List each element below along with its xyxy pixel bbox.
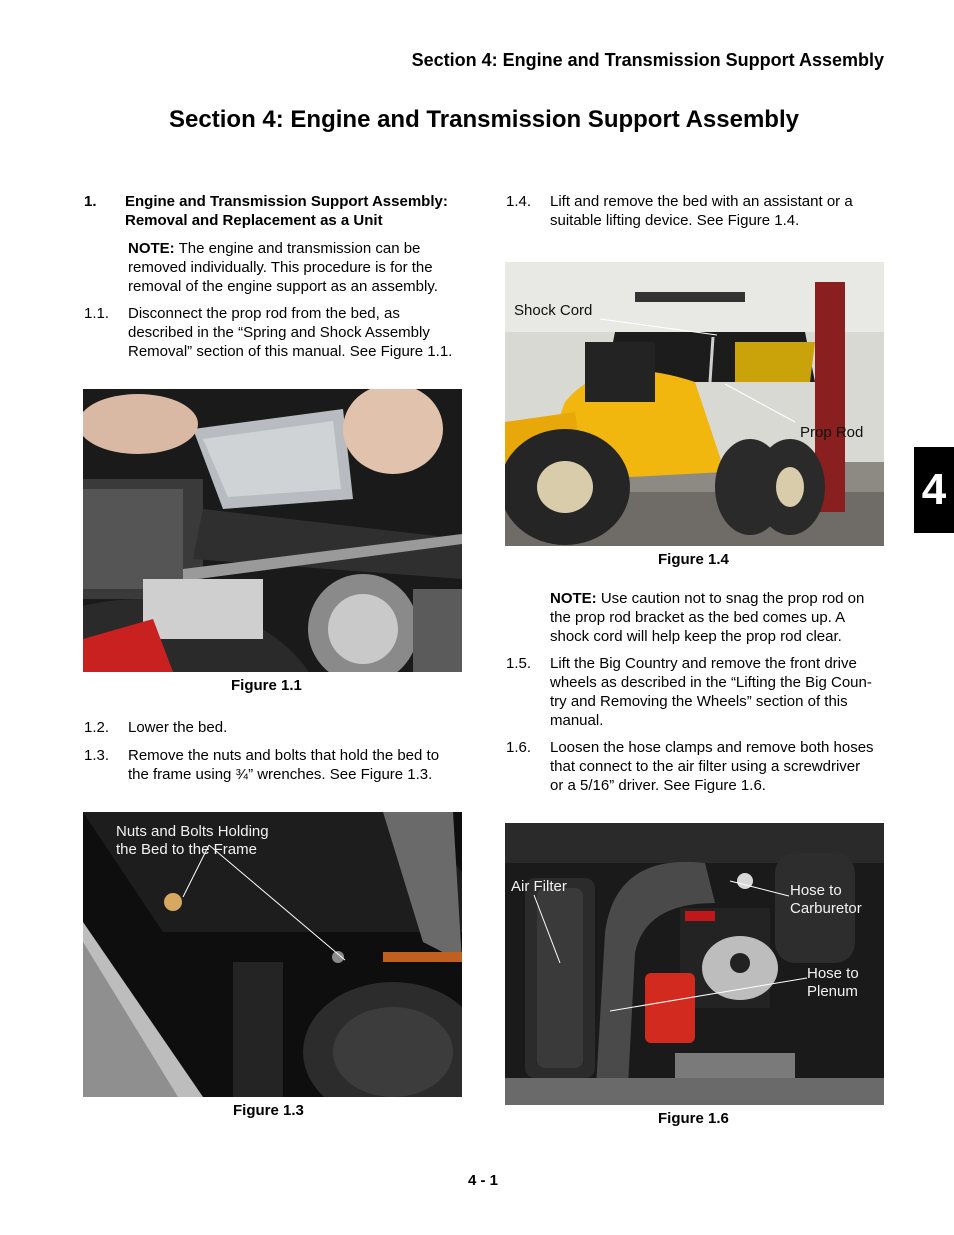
section-heading-line2: Removal and Replacement as a Unit bbox=[125, 212, 383, 229]
step-number: 1.1. bbox=[84, 305, 110, 322]
page-number: 4 - 1 bbox=[468, 1172, 499, 1189]
step-1-2 bbox=[84, 718, 474, 738]
note-line2: removed individually. This procedure is for the bbox=[128, 259, 433, 276]
figure-1-6-callout-air-filter: Air Filter bbox=[511, 878, 567, 895]
section-heading bbox=[84, 192, 484, 232]
figure-1-4-callout-shock-cord: Shock Cord bbox=[514, 302, 593, 319]
step-line: wheels as described in the “Lifting the Big Coun- bbox=[550, 674, 872, 691]
step-1-6 bbox=[506, 738, 896, 798]
page-title: Section 4: Engine and Transmission Support Assembly bbox=[169, 106, 799, 133]
step-line: Lift and remove the bed with an assistant or a bbox=[550, 193, 853, 210]
note2-line3: shock cord will help keep the prop rod clear. bbox=[550, 628, 842, 645]
note-line3: removal of the engine support as an assembly. bbox=[128, 278, 438, 295]
figure-1-1-caption: Figure 1.1 bbox=[231, 677, 302, 694]
note-block bbox=[128, 239, 468, 296]
step-line: or a 5/16” driver. See Figure 1.6. bbox=[550, 777, 766, 794]
step-line: try and Removing the Wheels” section of this bbox=[550, 693, 848, 710]
note2-line1: Use caution not to snag the prop rod on bbox=[600, 590, 865, 607]
step-line: described in the “Spring and Shock Assembly bbox=[128, 324, 430, 341]
section-heading-number: 1. bbox=[84, 193, 97, 210]
figure-1-6-callout-hose-plenum bbox=[807, 965, 859, 1001]
step-number: 1.6. bbox=[506, 739, 532, 756]
figure-1-1-photo bbox=[83, 389, 462, 672]
note-label: NOTE: bbox=[128, 240, 175, 257]
step-number: 1.4. bbox=[506, 193, 532, 210]
callout-line: Carburetor bbox=[790, 900, 862, 917]
step-1-1 bbox=[84, 304, 474, 364]
step-line: suitable lifting device. See Figure 1.4. bbox=[550, 212, 800, 229]
figure-1-6-callout-hose-carburetor bbox=[790, 882, 862, 918]
callout-line: Hose to bbox=[790, 882, 842, 899]
running-header: Section 4: Engine and Transmission Support Assembly bbox=[411, 50, 884, 70]
step-line: that connect to the air filter using a screwdriver bbox=[550, 758, 861, 775]
step-line: Loosen the hose clamps and remove both hoses bbox=[550, 739, 874, 756]
note2-block bbox=[550, 589, 890, 646]
figure-1-4-caption: Figure 1.4 bbox=[658, 551, 729, 568]
step-line: the frame using ¾” wrenches. See Figure 1.3. bbox=[128, 766, 433, 783]
step-line: Lower the bed. bbox=[128, 719, 228, 736]
figure-1-3-caption: Figure 1.3 bbox=[233, 1102, 304, 1119]
step-line: Lift the Big Country and remove the front drive bbox=[550, 655, 857, 672]
note2-label: NOTE: bbox=[550, 590, 597, 607]
figure-1-6-caption: Figure 1.6 bbox=[658, 1110, 729, 1127]
callout-line: Hose to bbox=[807, 965, 859, 982]
callout-line: the Bed to the Frame bbox=[116, 841, 257, 858]
section-heading-line1: Engine and Transmission Support Assembly: bbox=[125, 193, 448, 210]
figure-1-4-callout-prop-rod: Prop Rod bbox=[800, 424, 864, 441]
step-line: Disconnect the prop rod from the bed, as bbox=[128, 305, 400, 322]
note2-line2: the prop rod bracket as the bed comes up. A bbox=[550, 609, 846, 626]
step-1-3 bbox=[84, 746, 474, 786]
step-number: 1.3. bbox=[84, 747, 110, 764]
step-line: Remove the nuts and bolts that hold the bed to bbox=[128, 747, 440, 764]
step-line: manual. bbox=[550, 712, 604, 729]
note-line1: The engine and transmission can be bbox=[178, 240, 421, 257]
callout-line: Nuts and Bolts Holding bbox=[116, 823, 269, 840]
step-1-5 bbox=[506, 654, 896, 732]
figure-1-6-photo bbox=[505, 823, 884, 1105]
callout-line: Plenum bbox=[807, 983, 858, 1000]
step-line: Removal” section of this manual. See Figure 1.1. bbox=[128, 343, 453, 360]
section-tab: 4 bbox=[914, 447, 954, 533]
step-number: 1.2. bbox=[84, 719, 110, 736]
figure-1-3-callout bbox=[116, 823, 269, 859]
step-1-4 bbox=[506, 192, 896, 232]
step-number: 1.5. bbox=[506, 655, 532, 672]
